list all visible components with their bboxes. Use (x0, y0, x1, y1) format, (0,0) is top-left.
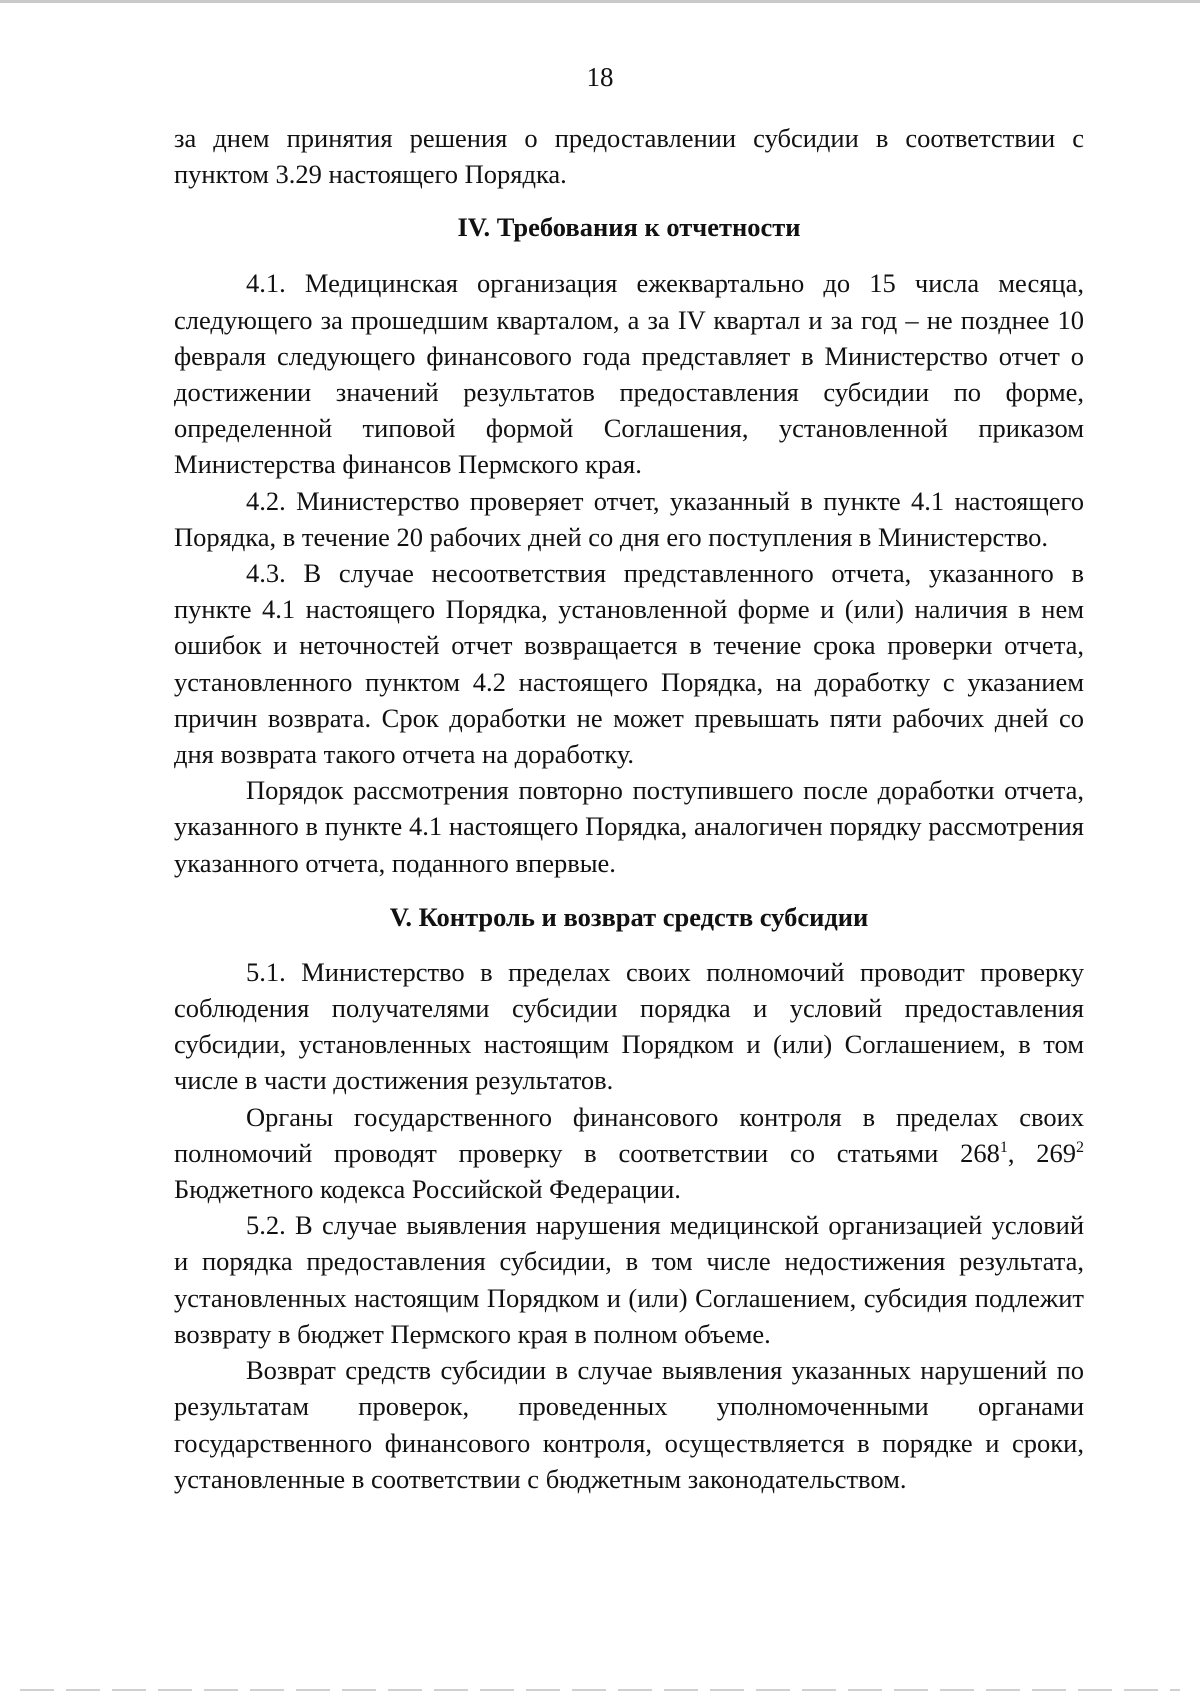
article-269-superscript: 2 (1076, 1139, 1084, 1157)
paragraph-5-1-control-bodies (174, 1099, 1084, 1208)
paragraph-4-3: 4.3. В случае несоответствия представленного отчета, указанного в пункте 4.1 настоящего Порядка, установленной форме и (или) наличия в нем ошибок и неточностей отчет возвращается в течение срока проверки отчета, установленного пунктом 4.2 настоящего Порядка, на доработку с указанием причин возврата. Срок доработки не может превышать пяти рабочих дней со дня возврата такого отчета на доработку. (174, 558, 1084, 770)
article-268-superscript: 1 (999, 1139, 1008, 1157)
paragraph-5-2: 5.2. В случае выявления нарушения медицинской организацией условий и порядка предоставления субсидии, в том числе недостижения результата, установленных настоящим Порядком и (или) Соглашением, субсидия подлежит возврату в бюджет Пермского края в полном объеме. (174, 1210, 1084, 1349)
paragraph-4-1: 4.1. Медицинская организация ежеквартально до 15 числа месяца, следующего за прошедшим кварталом, а за IV квартал и за год – не позднее 10 февраля следующего финансового года представляет в Министерство отчет о достижении значений результатов предоставления субсидии по форме, определенной типовой формой Соглашения, установленной приказом Министерства финансов Пермского края. (174, 268, 1084, 480)
budget-code-text: Бюджетного кодекса Российской Федерации. (174, 1174, 681, 1205)
paragraph-4-3-review: Порядок рассмотрения повторно поступившего после доработки отчета, указанного в пункте 4.1 настоящего Порядка, аналогичен порядку рассмотрения указанного отчета, поданного впервые. (174, 775, 1084, 878)
section-v-heading: V. Контроль и возврат средств субсидии (389, 901, 869, 932)
paragraph-5-1: 5.1. Министерство в пределах своих полномочий проводит проверку соблюдения получателями субсидии порядка и условий предоставления субсидии, установленных настоящим Порядком и (или) Соглашением, в том числе в части достижения результатов. (174, 956, 1084, 1096)
continuation-paragraph: за днем принятия решения о предоставлении субсидии в соответствии с пунктом 3.29 настоящего Порядка. (174, 123, 1084, 190)
scan-bottom-edge (20, 1689, 1180, 1691)
paragraph-5-2-return: Возврат средств субсидии в случае выявления указанных нарушений по результатам проверок, проведенных уполномоченными органами государственного финансового контроля, осуществляется в порядке и сроки, установленные в соответствии с бюджетным законодательством. (174, 1355, 1084, 1494)
scan-top-edge (0, 0, 1200, 3)
paragraph-4-2: 4.2. Министерство проверяет отчет, указанный в пункте 4.1 настоящего Порядка, в течение 20 рабочих дней со дня его поступления в Министерство. (174, 485, 1084, 552)
document-body (174, 120, 1084, 1497)
page-number: 18 (586, 62, 614, 92)
control-bodies-text: Органы государственного финансового контроля в пределах своих полномочий проводят проверку в соответствии со статьями 268 (174, 1101, 1084, 1168)
article-separator: , 269 (1007, 1137, 1076, 1168)
section-iv-heading: IV. Требования к отчетности (457, 212, 801, 243)
